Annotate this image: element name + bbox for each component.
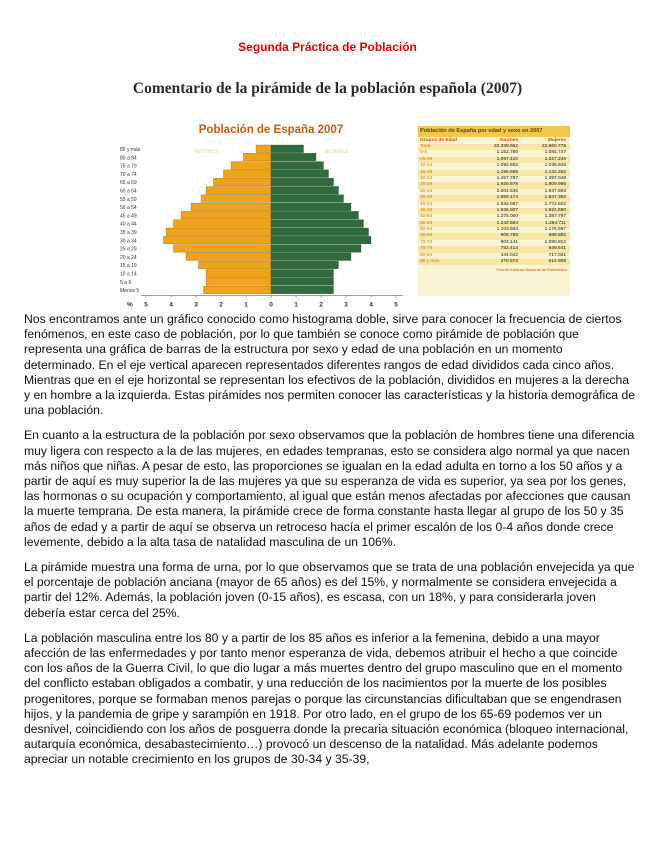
bar-male <box>214 178 272 186</box>
bar-male <box>244 153 272 161</box>
x-axis-label: % <box>127 301 133 309</box>
table-cell: 1.457.787 <box>496 175 518 181</box>
bar-female <box>271 220 364 228</box>
bar-female <box>271 253 351 261</box>
bar-female <box>271 195 344 203</box>
table-cell: 35-39 <box>420 195 433 201</box>
bar-female <box>271 261 339 269</box>
x-tick-label: 4 <box>369 301 373 309</box>
population-pyramid-chart <box>113 118 413 309</box>
bar-male <box>199 261 272 269</box>
table-cell: 10-14 <box>420 163 433 169</box>
age-label: 30 a 34 <box>120 238 137 245</box>
age-label: 75 a 79 <box>120 163 137 170</box>
bar-female <box>271 236 371 244</box>
bar-male <box>206 270 271 278</box>
table-cell: 50-54 <box>420 214 433 220</box>
table-cell: 70-74 <box>420 239 433 245</box>
age-label: 10 a 14 <box>120 271 137 278</box>
bar-male <box>174 245 272 253</box>
age-label: 80 a 84 <box>120 155 137 162</box>
table-cell: 05-09 <box>420 156 433 162</box>
table-cell: 1.035.845 <box>544 163 566 169</box>
table-cell: 444.042 <box>500 252 518 258</box>
table-cell: 270.572 <box>500 259 518 265</box>
bar-male <box>231 162 271 170</box>
age-label: 45 a 49 <box>120 213 137 220</box>
age-label: 85 y más <box>120 147 141 153</box>
table-cell: 45-49 <box>420 207 433 213</box>
bar-female <box>271 153 316 161</box>
table-cell: 75-79 <box>420 246 433 252</box>
age-label: 60 a 64 <box>120 188 137 195</box>
age-label: 50 a 54 <box>120 205 137 212</box>
table-cell: 1.284.711 <box>545 220 566 226</box>
table-cell: 1.832.087 <box>496 201 518 207</box>
chart-section-title: Comentario de la pirámide de la población española (2007) <box>132 80 523 97</box>
table-cell: 60-64 <box>420 227 433 233</box>
bar-male <box>204 286 272 294</box>
table-cell: 1.622.690 <box>544 207 566 213</box>
table-cell: 1.084.747 <box>544 150 566 156</box>
age-label: 5 a 9 <box>120 279 132 286</box>
table-cell: 15-19 <box>420 169 433 175</box>
x-tick-label: 1 <box>244 301 248 309</box>
paragraph: En cuanto a la estructura de la población por sexo observamos que la población de hombres tiene una diferencia muy ligera con respecto a la de las mujeres, en edades tempranas, esto se considera algo normal ya que nacen más niños que niñas. A pesar de esto, las proporciones se igualan en la edad adulta en torno a los 50 años y a partir de aquí es muy superior la de las mujeres ya que su esperanza de vida es superior, ya sea por los genes, las hormonas o su ocupación y comportamiento, al igual que están menos afectadas por afecciones que causan la muerte temprana. De esta manera, la pirámide crece de forma constante hasta llegar al grupo de los 50 y 35 años de edad y a partir de aquí se observa un retroceso hacía el primer escalón de los 0-4 años donde crece levemente, debido a la alta tasa de natalidad masculina de un 106%. <box>24 428 635 549</box>
table-cell: 1.176.997 <box>544 227 566 233</box>
x-tick-label: 5 <box>394 301 398 309</box>
bar-female <box>271 203 351 211</box>
table-cell: 65-69 <box>420 233 433 239</box>
table-cell: 20-24 <box>420 175 433 181</box>
age-label: 70 a 74 <box>120 171 137 178</box>
table-cell: 1.152.780 <box>496 150 518 156</box>
table-cell: 22.339.962 <box>493 144 518 149</box>
age-label: 35 a 39 <box>120 230 137 236</box>
x-tick-label: 2 <box>319 301 323 309</box>
age-label: 40 a 44 <box>120 221 137 228</box>
bar-male <box>191 203 271 211</box>
table-cell: 25-29 <box>420 182 433 188</box>
table-cell: 1.132.262 <box>544 169 566 175</box>
table-cell: 1.097.410 <box>496 156 518 162</box>
x-tick-label: 3 <box>194 301 198 309</box>
table-cell: 1.847.382 <box>544 195 566 201</box>
x-tick-label: 4 <box>169 301 173 309</box>
table-cell: 1.926.678 <box>496 182 518 188</box>
x-tick-label: 2 <box>219 301 223 309</box>
table-cell: 40-44 <box>420 201 433 207</box>
x-tick-label: 1 <box>294 301 298 309</box>
bar-female <box>271 270 334 278</box>
table-cell: 1.774.602 <box>544 201 566 207</box>
legend-varones: VARONES <box>193 149 219 155</box>
table-cell: 903.141 <box>500 239 518 245</box>
age-label: 65 a 69 <box>120 180 137 187</box>
table-cell: 1.809.995 <box>544 182 566 188</box>
table-cell: 949.641 <box>548 246 566 252</box>
bar-female <box>271 286 334 294</box>
bar-female <box>271 170 329 178</box>
table-cell: 1.959.174 <box>496 195 518 201</box>
age-label: 15 a 19 <box>120 263 137 270</box>
table-cell: 1.092.602 <box>496 163 518 169</box>
table-body <box>418 144 570 265</box>
x-tick-label: 3 <box>344 301 348 309</box>
table-cell: 30-34 <box>420 188 433 194</box>
article-body <box>24 312 637 778</box>
table-cell: 1.636.907 <box>496 207 518 213</box>
bar-female <box>271 245 361 253</box>
age-label: 25 a 29 <box>120 246 137 253</box>
table-cell: 1.387.797 <box>544 214 566 220</box>
bar-male <box>206 278 271 286</box>
bar-male <box>186 253 271 261</box>
table-cell: 1.375.000 <box>496 214 518 220</box>
table-source: Fuente Instituto Nacional de Estadística <box>496 267 567 273</box>
table-cell: 908.799 <box>500 233 518 239</box>
bar-female <box>271 278 334 286</box>
paragraph: La pirámide muestra una forma de urna, por lo que observamos que se trata de una población envejecida ya que el porcentaje de población anciana (mayor de 65 años) es del 15%, y normalmente se considera envejecida a partir del 12%. Además, la población joven (0-15 años), es escasa, con un 18%, y para considerarla joven debería estar cerca del 25%. <box>24 560 635 620</box>
bar-male <box>166 228 271 236</box>
table-cell: 989.665 <box>548 233 566 239</box>
table-cell: 0-4 <box>420 150 427 156</box>
table-cell: 1.103.584 <box>496 227 518 233</box>
bar-male <box>181 211 271 219</box>
age-label: 20 a 24 <box>120 254 137 261</box>
table-header-cell: Varones <box>499 138 518 143</box>
paragraph: La población masculina entre los 80 y a partir de los 85 años es inferior a la femenina, debido a una mayor afección de las enfermedades y por tanto menor esperanza de vida, debemos atribuir el hecho a que coincide con los años de la Guerra Civil, lo que dio lugar a más muertes dentro del grupo masculino que en el momento del conflicto estaban obligados a combatir, y una reducción de los nacimientos por la muerte de los posibles progenitores, porque se formaban menos parejas o porque las circunstancias dificultaban que se engendrasen hijos, y la pandemia de gripe y sarampión en 1918. Por otro lado, en el grupo de los 65-69 podemos ver un desnivel, coincidiendo con los años de posguerra donde la precaria situación económica (bloqueo internacional, autarquía económica, desabastecimiento…) provocó un descenso de la natalidad. Más adelante podemos apreciar un notable crecimiento en los grupos de 30-34 y 35-39, <box>24 630 629 767</box>
age-label: Menos 5 <box>120 288 140 295</box>
legend-mujeres: MUJERES <box>323 149 349 155</box>
table-cell: 717.031 <box>548 252 566 258</box>
bar-male <box>256 145 271 153</box>
x-tick-label: 0 <box>269 301 273 309</box>
table-header-cell: Grupos de Edad <box>420 138 458 143</box>
table-cell: 1.027.246 <box>544 156 566 162</box>
bar-female <box>271 211 359 219</box>
bar-male <box>174 220 272 228</box>
population-figure <box>113 118 568 309</box>
bar-female <box>271 145 304 153</box>
table-cell: 1.090.812 <box>544 239 566 245</box>
table-cell: 1.242.584 <box>496 220 518 226</box>
table-cell: 1.196.595 <box>496 169 518 175</box>
bar-female <box>271 228 369 236</box>
table-header-row <box>418 137 570 144</box>
bar-female <box>271 162 324 170</box>
chart-title: Población de España 2007 <box>198 124 344 136</box>
table-cell: Total <box>420 144 431 149</box>
table-title: Población de España por edad y sexo en 2007 <box>418 126 570 137</box>
table-cell: 614.909 <box>548 259 566 265</box>
table-cell: 85 y más <box>420 259 440 265</box>
table-cell: 1.397.048 <box>544 175 566 181</box>
age-label: 55 a 59 <box>120 196 137 203</box>
table-cell: 1.937.893 <box>544 188 566 194</box>
table-cell: 752.414 <box>500 246 518 252</box>
table-cell: 80-84 <box>420 252 433 258</box>
paragraph: Nos encontramos ante un gráfico conocido como histograma doble, sirve para conocer la frecuencia de ciertos fenómenos, en este caso de población, por lo que también se conoce como pirámide de población que representa una gráfica de barras de la estructura por sexo y edad de una población en un momento determinado. En el eje vertical aparecen representados diferentes rangos de edad divididos cada cinco años. Mientras que en el eje horizontal se representan los efectivos de la población, divididos en mujeres a la derecha y en hombre a la izquierda. Estas pirámides nos permiten conocer las características y la historia demográfica de una población. <box>24 312 636 418</box>
table-cell: 22.860.775 <box>541 144 566 149</box>
table-cell: 55-59 <box>420 220 433 226</box>
bar-male <box>224 170 272 178</box>
document-title: Segunda Práctica de Población <box>238 40 417 54</box>
population-table <box>418 126 570 296</box>
bar-female <box>271 187 339 195</box>
x-tick-label: 5 <box>144 301 148 309</box>
bar-female <box>271 178 334 186</box>
table-header-cell: Mujeres <box>547 138 566 143</box>
bar-male <box>201 195 271 203</box>
table-cell: 2.004.536 <box>496 188 518 194</box>
table-row <box>418 259 570 265</box>
bar-male <box>164 236 272 244</box>
bar-male <box>206 187 271 195</box>
